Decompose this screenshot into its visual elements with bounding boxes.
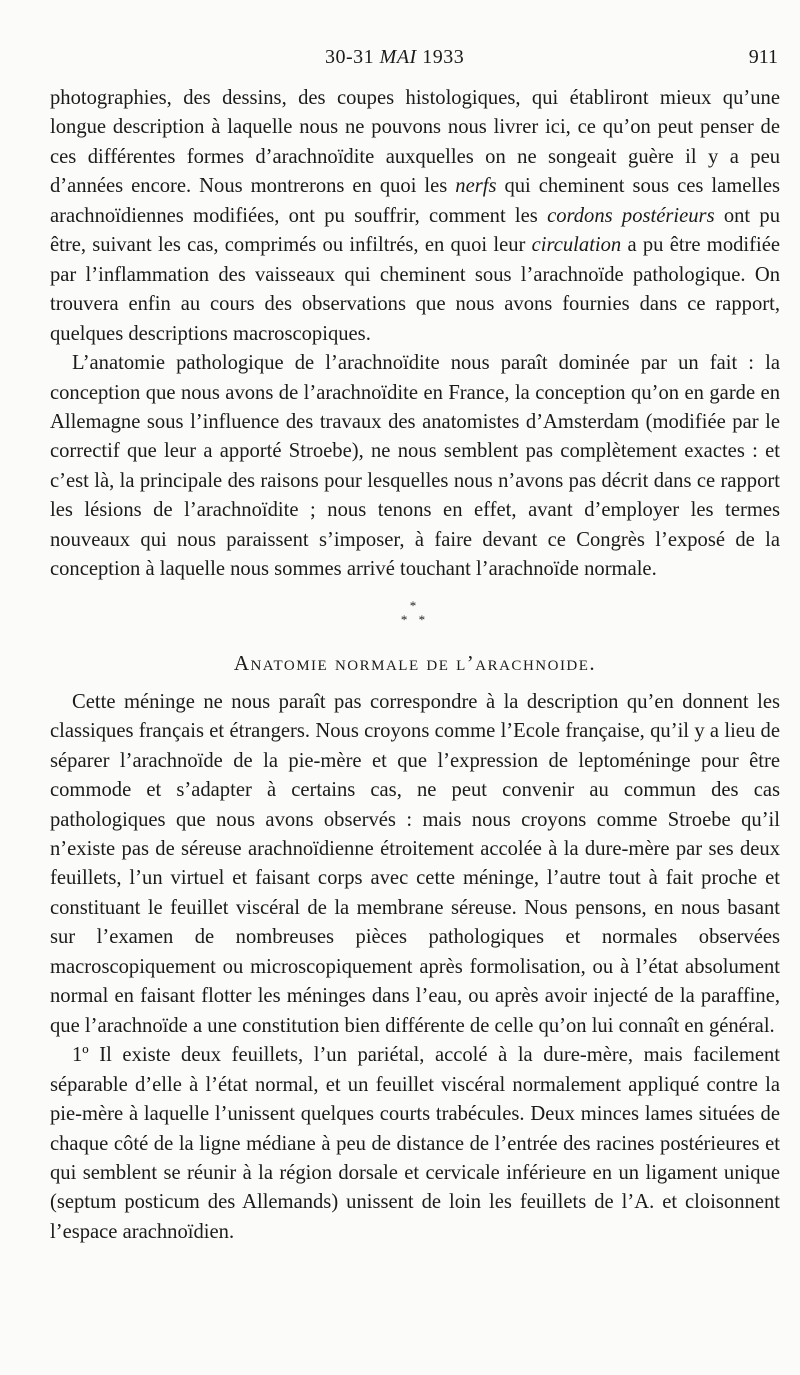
p1-text-c: ont pu être, suivant les cas, comprimés ou infiltrés, en quoi leur bbox=[50, 204, 780, 257]
p1-emphasis-circulation: circulation bbox=[531, 234, 622, 257]
p1-emphasis-nerfs: nerfs bbox=[455, 175, 497, 198]
asterism-top: * bbox=[409, 597, 421, 613]
asterism-bottom: * * bbox=[400, 611, 430, 627]
p1-text-a: photographies, des dessins, des coupes histologiques, qui établiront mieux qu’une longue description à laquelle nous ne pouvons nous livrer ici, ce qu’on peut penser de ces différentes formes d’arachnoïdite auxquelles on ne songeait guère il y a peu d’années encore. Nous montrerons en quoi les bbox=[50, 87, 780, 198]
paragraph-2: L’anatomie pathologique de l’arachnoïdite nous paraît dominée par un fait : la conception que nous avons de l’arachnoïdite en France, la conception qu’on en garde en Allemagne sous l’influence des travaux des anatomistes d’Amsterdam (modifiée par le correctif que leur a apporté Stroebe), ne nous semblent pas complètement exactes : et c’est là, la principale des raisons pour lesquelles nous n’avons pas décrit dans ce rapport les lésions de l’arachnoïdite ; nous tenons en effet, avant d’employer les termes nouveaux qui nous paraissent s’imposer, à faire devant ce Congrès l’exposé de la conception à laquelle nous sommes arrivé touchant l’arachnoïde normale. bbox=[50, 352, 780, 581]
date-prefix: 30-31 bbox=[325, 46, 380, 68]
running-head-date bbox=[325, 46, 464, 69]
asterism bbox=[50, 599, 780, 627]
p1-text-d: a pu être modifiée par l’inflammation des vaisseaux qui cheminent sous l’arachnoïde pathologique. On trouvera enfin au cours des observations que nous avons fournies dans ce rapport, quelques descriptions macroscopiques. bbox=[50, 234, 780, 345]
running-head bbox=[0, 46, 800, 74]
paragraph-3: Cette méninge ne nous paraît pas correspondre à la description qu’en donnent les classiques français et étrangers. Nous croyons comme l’Ecole française, qu’il y a lieu de séparer l’arachnoïde de la pie-mère et que l’expression de leptoméninge pour être commode et s’adapter à certains cas, ne peut convenir au commun des cas pathologiques que nous avons observés : mais nous croyons comme Stroebe qu’il n’existe pas de séreuse arachnoïdienne étroitement accolée à la dure-mère par ses deux feuillets, l’un virtuel et faisant corps avec cette méninge, l’autre tout à fait proche et constituant le feuillet viscéral de la membrane séreuse. Nous pensons, en nous basant sur l’examen de nombreuses pièces pathologiques et normales observées macroscopiquement ou microscopiquement après formolisation, ou à l’état absolument normal en faisant flotter les méninges dans l’eau, ou après avoir injecté de la paraffine, que l’arachnoïde a une constitution bien différente de celle qu’on lui connaît en général. bbox=[50, 690, 780, 1037]
paragraph-1 bbox=[50, 84, 780, 349]
p1-text-b: qui cheminent sous ces lamelles arachnoïdiennes modifiées, ont pu souffrir, comment les bbox=[50, 175, 780, 227]
date-year: 1933 bbox=[416, 46, 465, 68]
page-number: 911 bbox=[748, 46, 778, 68]
body-text bbox=[50, 84, 780, 1247]
date-month: MAI bbox=[379, 46, 417, 68]
p1-emphasis-cordons: cordons postérieurs bbox=[547, 204, 715, 227]
section-title: Anatomie normale de l’arachnoide. bbox=[233, 650, 597, 675]
paragraph-4: 1º Il existe deux feuillets, l’un pariétal, accolé à la dure-mère, mais facilement séparable d’elle à l’état normal, et un feuillet viscéral normalement appliqué contre la pie-mère à laquelle l’unissent quelques courts trabécules. Deux minces lames situées de chaque côté de la ligne médiane à peu de distance de l’entrée des racines postérieures et qui semblent se réunir à la région dorsale et cervicale inférieure en un ligament unique (septum posticum des Allemands) unissent de loin les feuillets de l’A. et cloisonnent l’espace arachnoïdien. bbox=[50, 1044, 780, 1243]
